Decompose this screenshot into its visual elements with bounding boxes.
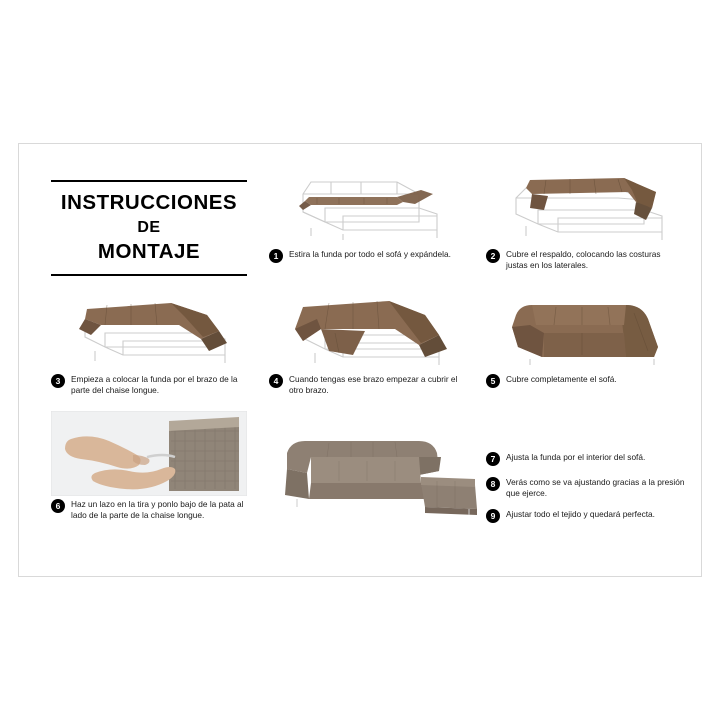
final-illustration	[269, 411, 481, 521]
sofa-chaise-with-cover-strip-icon	[269, 164, 465, 246]
final-illustration-cell	[269, 411, 481, 521]
step-4-caption	[269, 374, 465, 395]
sofa-fully-covered-icon	[486, 281, 682, 371]
sofa-finished-covered-chaise-icon	[269, 411, 481, 521]
step-1-illustration	[269, 164, 465, 246]
step-2-text: Cubre el respaldo, colocando las costuras justas en los laterales.	[506, 249, 661, 270]
steps-7-8-9	[486, 452, 686, 534]
step-4-number: 4	[269, 374, 283, 388]
step-2-number: 2	[486, 249, 500, 263]
step-2-illustration	[486, 164, 682, 246]
page-title	[39, 180, 259, 276]
step-5	[486, 281, 682, 388]
step-8-text: Verás como se va ajustando gracias a la presión que ejerce.	[506, 477, 685, 498]
step-7-number: 7	[486, 452, 500, 466]
step-3	[51, 281, 247, 395]
step-2-caption	[486, 249, 682, 270]
step-8-caption	[486, 477, 686, 498]
step-7-caption	[486, 452, 686, 466]
instruction-grid	[31, 156, 689, 564]
step-5-number: 5	[486, 374, 500, 388]
step-9-caption	[486, 509, 686, 523]
step-1	[269, 164, 465, 263]
step-5-text: Cubre completamente el sofá.	[506, 374, 617, 384]
step-3-caption	[51, 374, 247, 395]
step-1-caption	[269, 249, 465, 263]
sofa-backrest-covered-icon	[486, 164, 682, 246]
sofa-arm-chaise-covered-icon	[51, 281, 247, 371]
step-2	[486, 164, 682, 270]
step-1-text: Estira la funda por todo el sofá y expándela.	[289, 249, 451, 259]
step-6-number: 6	[51, 499, 65, 513]
step-3-number: 3	[51, 374, 65, 388]
step-4	[269, 281, 465, 395]
step-6	[51, 411, 247, 520]
sofa-both-arms-covered-icon	[269, 281, 465, 371]
step-6-text: Haz un lazo en la tira y ponlo bajo de la pata al lado de la parte de la chaise longue.	[71, 499, 244, 520]
step-6-caption	[51, 499, 247, 520]
step-1-number: 1	[269, 249, 283, 263]
hands-tying-strap-icon	[51, 411, 247, 496]
step-6-illustration	[51, 411, 247, 496]
step-4-text: Cuando tengas ese brazo empezar a cubrir el otro brazo.	[289, 374, 458, 395]
step-8-number: 8	[486, 477, 500, 491]
hands-tying-strap-photo	[51, 411, 247, 496]
title-rule-top	[51, 180, 247, 182]
title-line-1: INSTRUCCIONES	[60, 191, 238, 214]
step-3-illustration	[51, 281, 247, 371]
title-line-2: DE	[137, 219, 161, 236]
step-5-caption	[486, 374, 682, 388]
title-rule-bottom	[51, 274, 247, 276]
instruction-sheet	[18, 143, 702, 577]
step-9-text: Ajustar todo el tejido y quedará perfecta.	[506, 509, 655, 519]
step-7-text: Ajusta la funda por el interior del sofá.	[506, 452, 646, 462]
step-4-illustration	[269, 281, 465, 371]
step-9-number: 9	[486, 509, 500, 523]
step-3-text: Empieza a colocar la funda por el brazo de la parte del chaise longue.	[71, 374, 238, 395]
step-5-illustration	[486, 281, 682, 371]
title-line-3: MONTAJE	[97, 240, 201, 263]
